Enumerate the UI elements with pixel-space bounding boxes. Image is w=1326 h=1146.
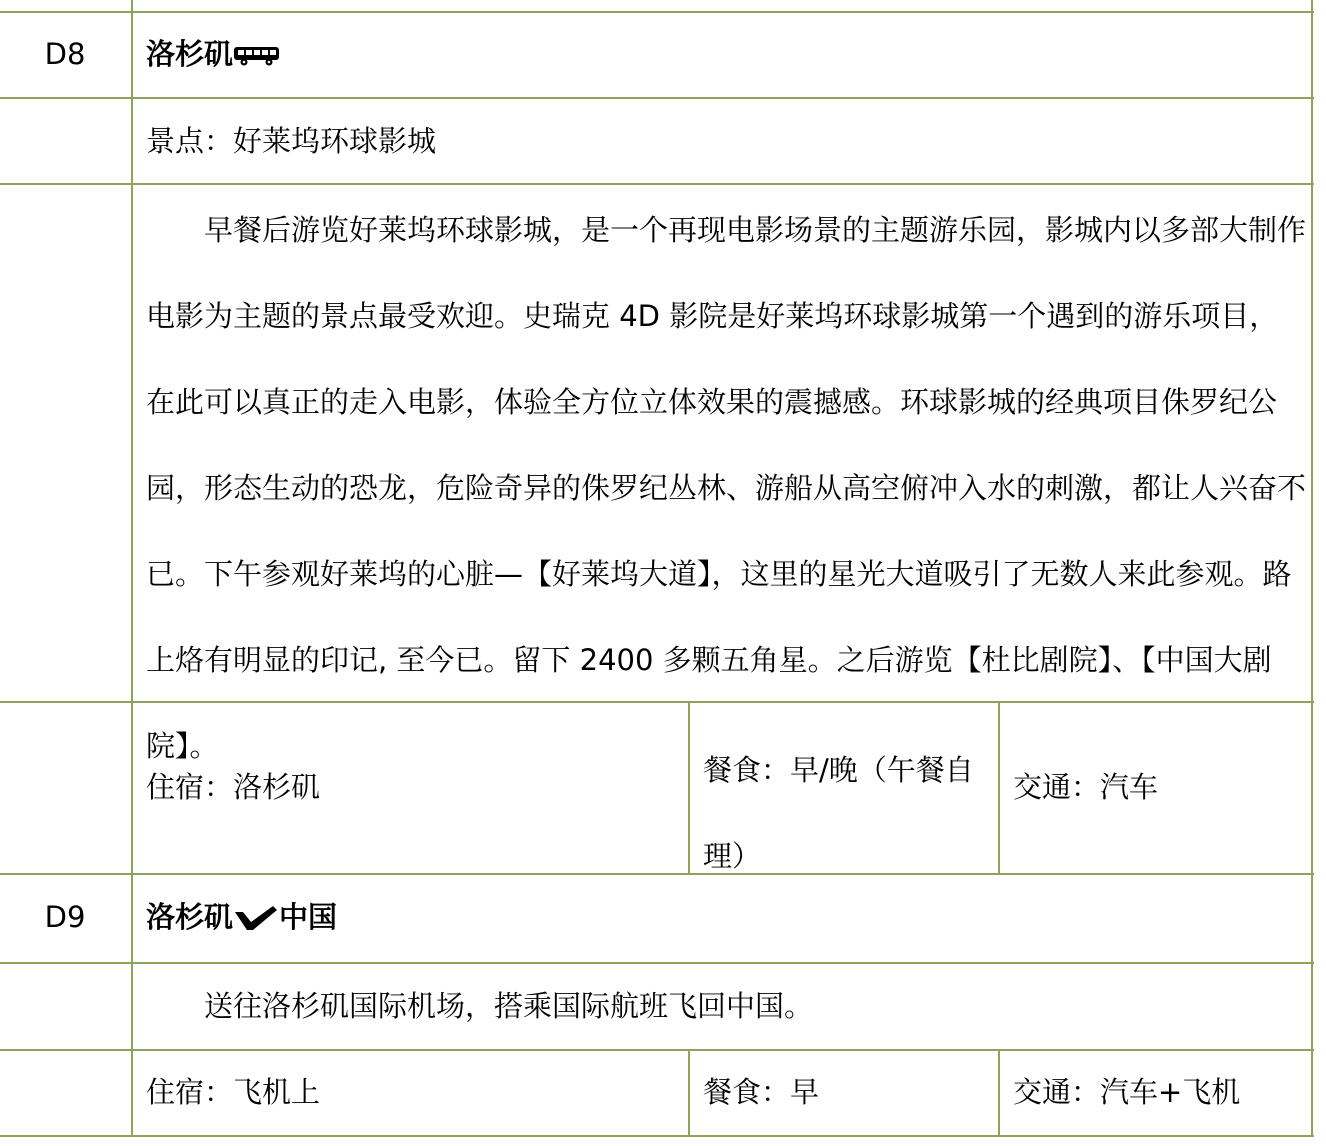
- column-divider: [1311, 0, 1313, 1137]
- transport-info: 交通：汽车: [1013, 770, 1159, 804]
- bus-icon: [233, 44, 281, 68]
- day-label: D8: [44, 37, 86, 71]
- day-route-title: [146, 900, 337, 935]
- route-from: 洛杉矶: [146, 900, 234, 934]
- lodging-info: 住宿：飞机上: [146, 1075, 321, 1109]
- airplane-icon: [233, 904, 279, 934]
- row-divider: [0, 183, 1314, 185]
- description-paragraph: 早餐后游览好莱坞环球影城，是一个再现电影场景的主题游乐园，影城内以多部大制作电影为主题的景点最受欢迎。史瑞克 4D 影院是好莱坞环球影城第一个遇到的游乐项目，在此可以真正的走入电影，体验全方位立体效果的震撼感。环球影城的经典项目侏罗纪公园，形态生动的恐龙，危险奇异的侏罗纪丛林、游船从高空俯冲入水的刺激，都让人兴奋不已。: [146, 213, 1307, 591]
- transport-info: 交通：汽车+飞机: [1013, 1075, 1241, 1109]
- sights-label: 景点：好莱坞环球影城: [146, 124, 437, 158]
- column-divider: [998, 1049, 1000, 1137]
- row-divider: [0, 11, 1314, 13]
- column-divider: [688, 1049, 690, 1137]
- column-divider: [131, 0, 133, 1137]
- description-paragraph: 送往洛杉矶国际机场，搭乘国际航班飞回中国。: [204, 989, 814, 1023]
- row-divider: [0, 1049, 1314, 1051]
- row-divider: [0, 1135, 1314, 1137]
- lodging-info: 住宿：洛杉矶: [146, 770, 321, 804]
- description-paragraph: 下午参观好莱坞的心脏—【好莱坞大道】，这里的星光大道吸引了无数人来此参观。路上烙有明显的印记, 至今已。留下 2400 多颗五角星。之后游览【杜比剧院】、【中国大剧院】。: [146, 557, 1292, 763]
- meals-info: 餐食：早/晚（午餐自理）: [703, 753, 974, 873]
- day-label: D9: [44, 900, 86, 934]
- row-divider: [0, 873, 1314, 875]
- route-to: 中国: [279, 900, 338, 934]
- row-divider: [0, 97, 1314, 99]
- meals-info: 餐食：早: [703, 1075, 820, 1109]
- day-route-title: [146, 37, 281, 72]
- route-from: 洛杉矶: [146, 37, 234, 71]
